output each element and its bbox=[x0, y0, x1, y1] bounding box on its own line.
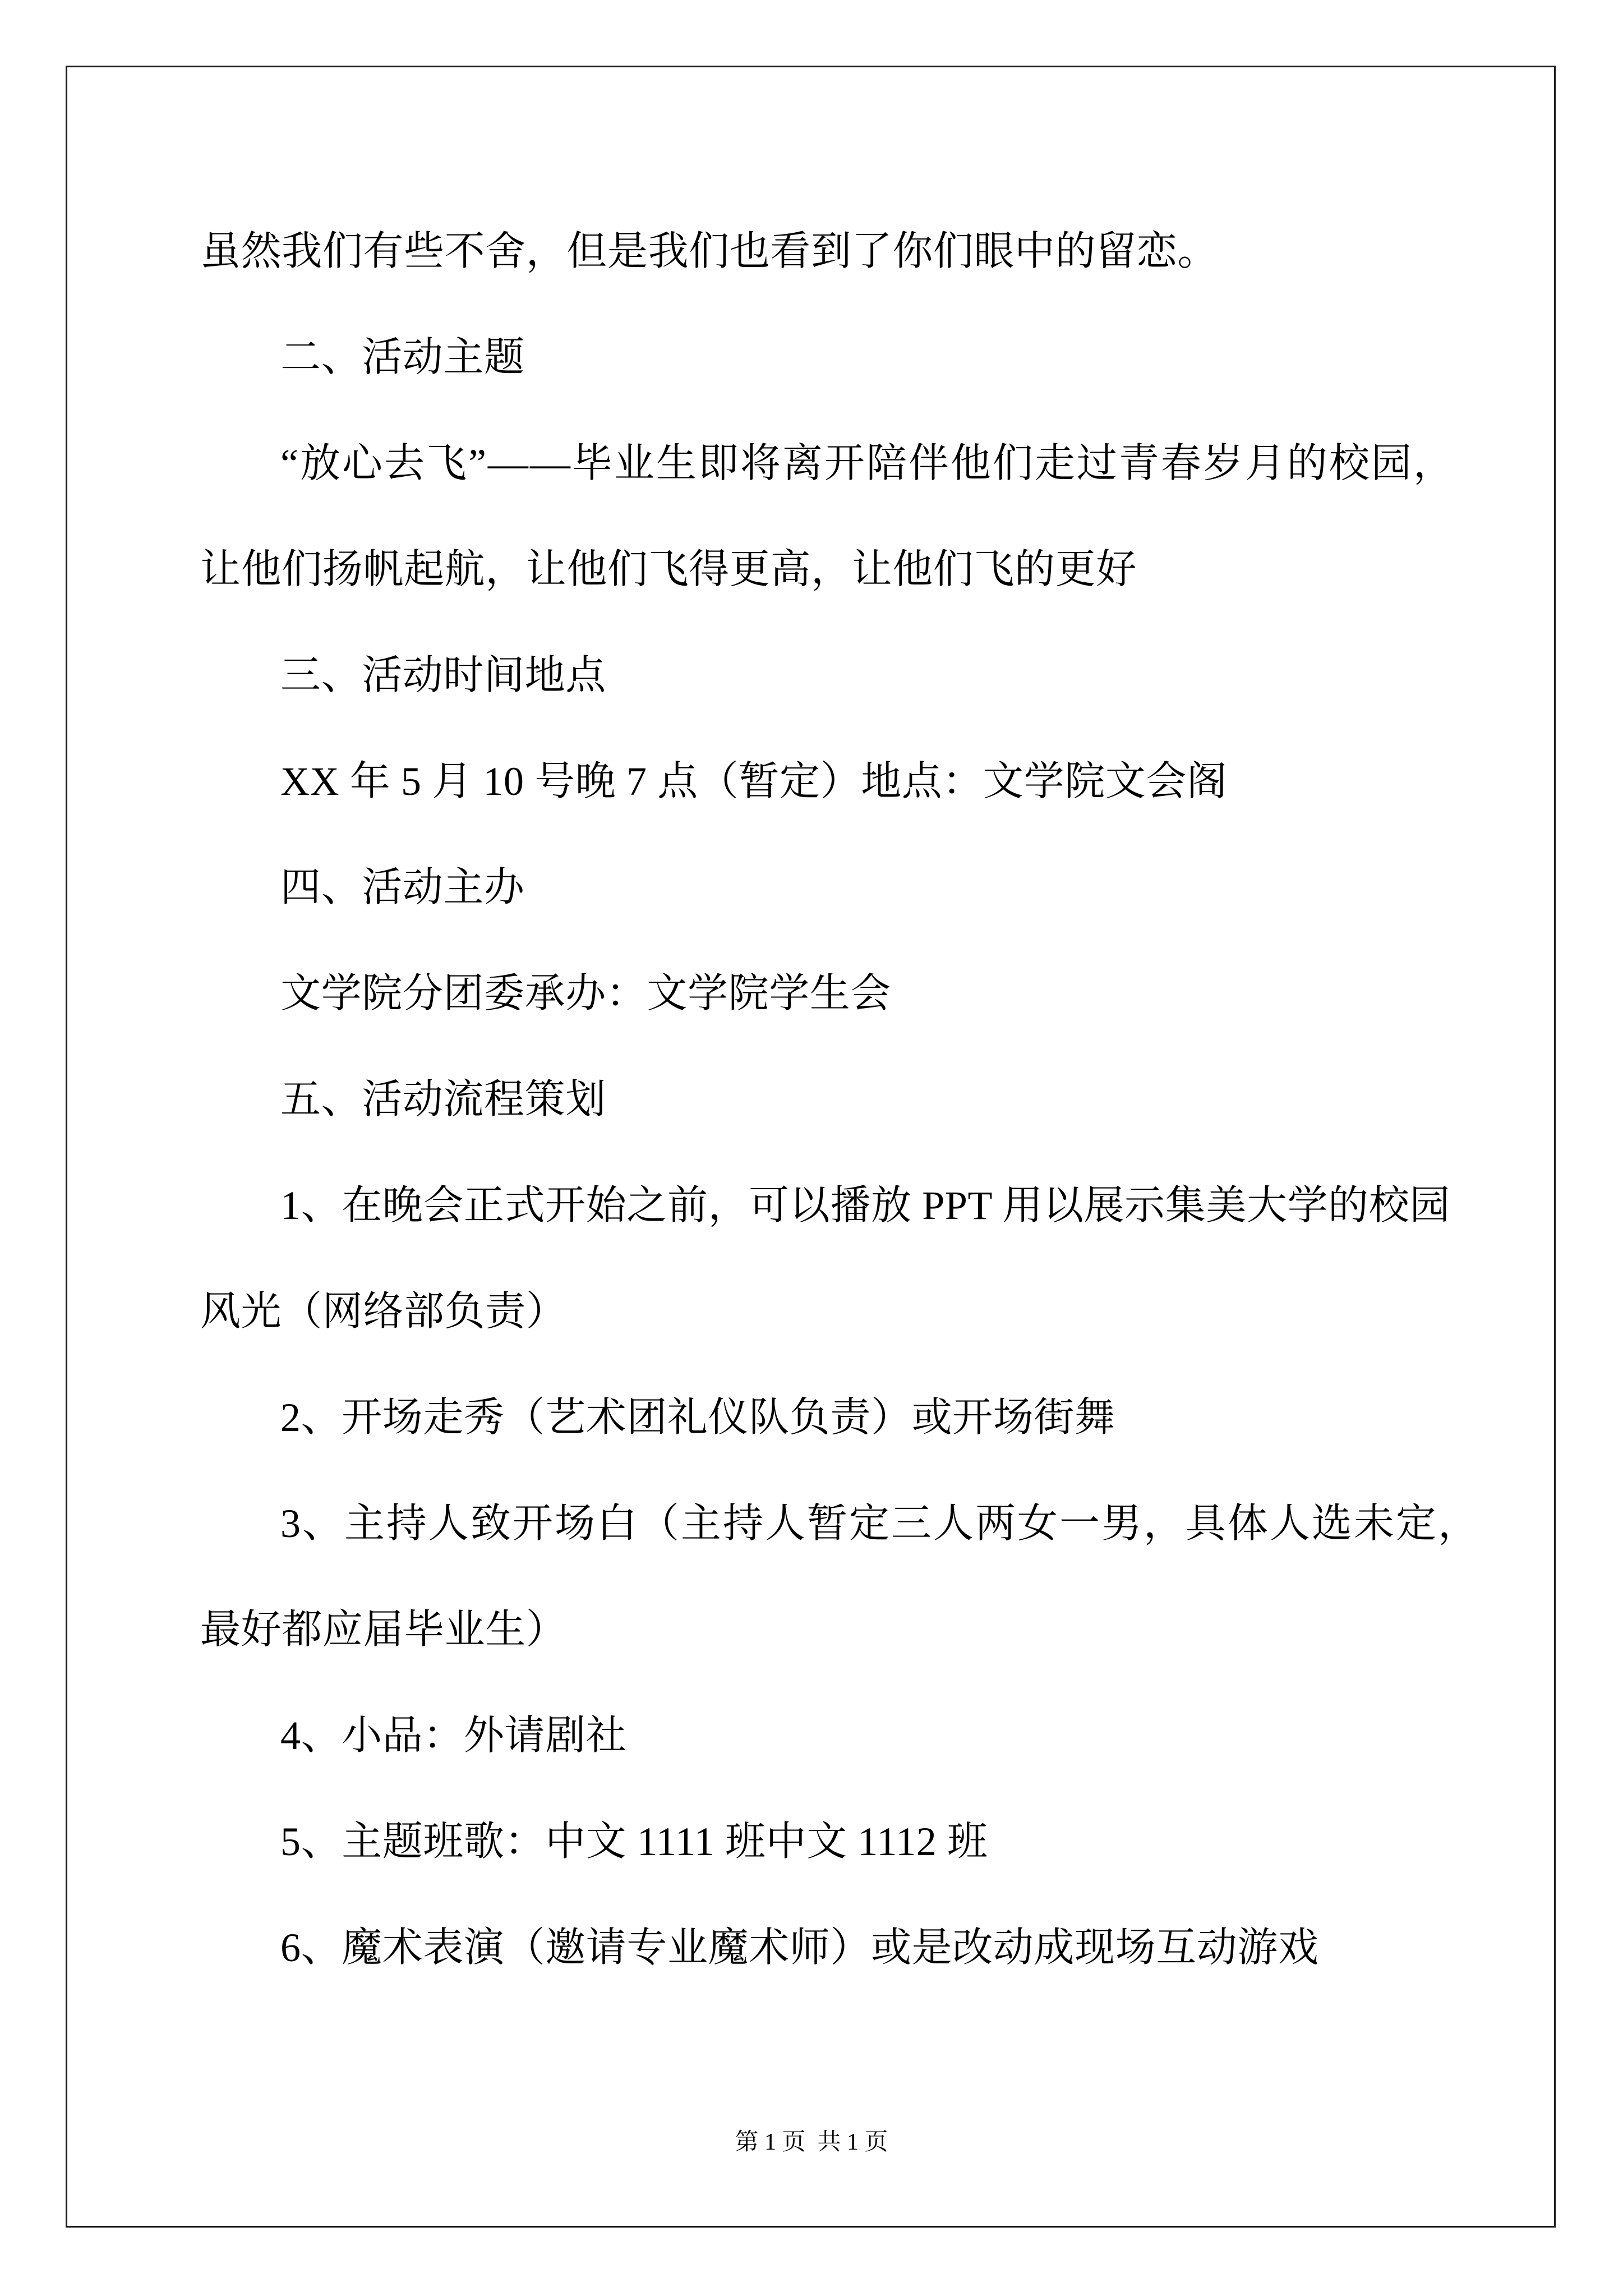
list-item-line: 风光（网络部负责） bbox=[200, 1289, 567, 1334]
list-item bbox=[200, 1365, 1480, 1471]
list-item-line: 6、魔术表演（邀请专业魔术师）或是改动成现场互动游戏 bbox=[280, 1925, 1319, 1970]
list-item bbox=[200, 1471, 1480, 1683]
section-heading: 二、活动主题 bbox=[280, 335, 525, 380]
section-heading: 三、活动时间地点 bbox=[280, 653, 606, 698]
body-text-line: 虽然我们有些不舍，但是我们也看到了你们眼中的留恋。 bbox=[200, 229, 1219, 274]
page-footer: 第 1 页 共 1 页 bbox=[735, 2129, 888, 2155]
section-program-flow bbox=[200, 1047, 1480, 2001]
section-time-place bbox=[200, 623, 1480, 835]
body-text-line: “放心去飞”——毕业生即将离开陪伴他们走过青春岁月的校园， bbox=[280, 441, 1455, 486]
document-body bbox=[200, 199, 1480, 2001]
section-heading: 五、活动流程策划 bbox=[280, 1077, 606, 1122]
list-item-line: 3、主持人致开场白（主持人暂定三人两女一男，具体人选未定， bbox=[280, 1501, 1481, 1546]
list-item bbox=[200, 1153, 1480, 1365]
list-item-line: 5、主题班歌：中文 1111 班中文 1112 班 bbox=[280, 1819, 988, 1864]
body-text-line: 让他们扬帆起航，让他们飞得更高，让他们飞的更好 bbox=[200, 547, 1137, 592]
list-item bbox=[200, 1895, 1480, 2001]
section-organizer bbox=[200, 835, 1480, 1047]
paragraph bbox=[200, 199, 1480, 305]
section-theme bbox=[200, 305, 1480, 623]
list-item-line: 2、开场走秀（艺术团礼仪队负责）或开场街舞 bbox=[280, 1395, 1115, 1440]
list-item-line: 4、小品：外请剧社 bbox=[280, 1713, 627, 1758]
list-item-line: 1、在晚会正式开始之前，可以播放 PPT 用以展示集美大学的校园 bbox=[280, 1183, 1450, 1228]
list-item bbox=[200, 1683, 1480, 1789]
section-heading: 四、活动主办 bbox=[280, 865, 525, 910]
list-item bbox=[200, 1789, 1480, 1895]
body-text-line: 文学院分团委承办：文学院学生会 bbox=[280, 971, 892, 1016]
body-text-line: XX 年 5 月 10 号晚 7 点（暂定）地点：文学院文会阁 bbox=[280, 759, 1228, 804]
list-item-line: 最好都应届毕业生） bbox=[200, 1607, 567, 1652]
